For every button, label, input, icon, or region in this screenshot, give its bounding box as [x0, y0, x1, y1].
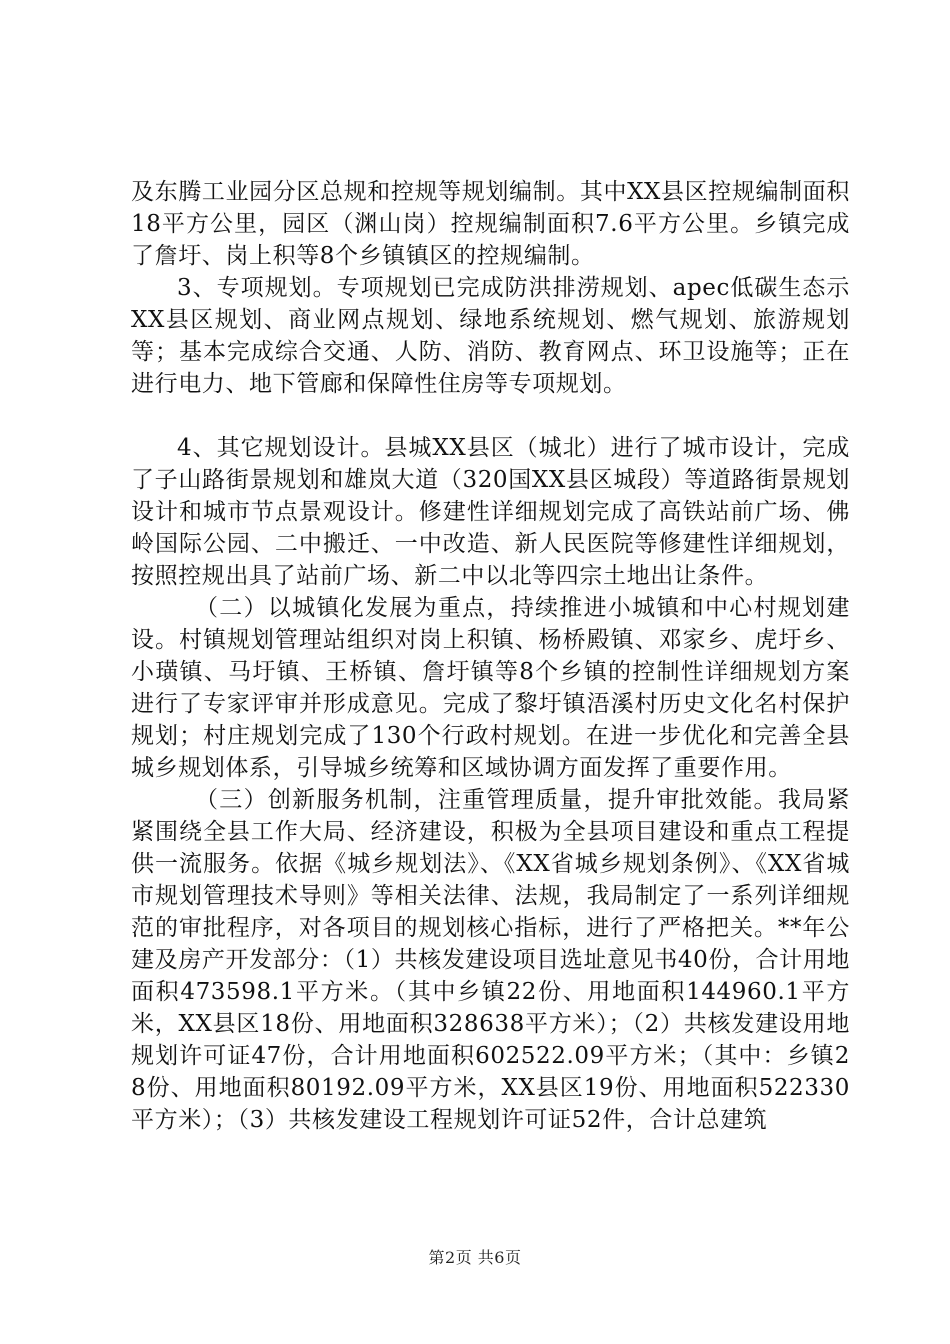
paragraph-other-design: 4、其它规划设计。县城XX县区（城北）进行了城市设计，完成了子山路街景规划和雄岚大道（320国XX县区城段）等道路街景规划设计和城市节点景观设计。修建性详细规划完成了高铁站前广场、佛岭国际公园、二中搬迁、一中改造、新人民医院等修建性详细规划，按照控规出具了站前广场、新二中以北等四宗土地出让条件。	[131, 435, 850, 589]
page-number-footer: 第2页 共6页	[428, 1248, 522, 1267]
document-body	[131, 176, 850, 1136]
paragraph-urbanization: （二）以城镇化发展为重点，持续推进小城镇和中心村规划建设。村镇规划管理站组织对岗上积镇、杨桥殿镇、邓家乡、虎圩乡、小璜镇、马圩镇、王桥镇、詹圩镇等8个乡镇的控制性详细规划方案进行了专家评审并形成意见。完成了黎圩镇浯溪村历史文化名村保护规划；村庄规划完成了130个行政村规划。在进一步优化和完善全县城乡规划体系，引导城乡统筹和区域协调方面发挥了重要作用。	[131, 595, 850, 781]
paragraph-service-mechanism: （三）创新服务机制，注重管理质量，提升审批效能。我局紧紧围绕全县工作大局、经济建设，积极为全县项目建设和重点工程提供一流服务。依据《城乡规划法》、《XX省城乡规划条例》、《XX省城市规划管理技术导则》等相关法律、法规，我局制定了一系列详细规范的审批程序，对各项目的规划核心指标，进行了严格把关。**年公建及房产开发部分：（1）共核发建设项目选址意见书40份，合计用地面积473598.1平方米。（其中乡镇22份、用地面积144960.1平方米，XX县区18份、用地面积328638平方米）；（2）共核发建设用地规划许可证47份，合计用地面积602522.09平方米；（其中：乡镇28份、用地面积80192.09平方米，XX县区19份、用地面积522330平方米）；（3）共核发建设工程规划许可证52件，合计总建筑	[131, 787, 850, 1133]
paragraph-special-plans: 3、专项规划。专项规划已完成防洪排涝规划、apec低碳生态示XX县区规划、商业网点规划、绿地系统规划、燃气规划、旅游规划等；基本完成综合交通、人防、消防、教育网点、环卫设施等；正在进行电力、地下管廊和保障性住房等专项规划。	[131, 275, 850, 397]
paragraph-spacer	[131, 400, 850, 432]
paragraph-district-plans: 及东腾工业园分区总规和控规等规划编制。其中XX县区控规编制面积18平方公里，园区（渊山岗）控规编制面积7.6平方公里。乡镇完成了詹圩、岗上积等8个乡镇镇区的控规编制。	[131, 179, 850, 269]
